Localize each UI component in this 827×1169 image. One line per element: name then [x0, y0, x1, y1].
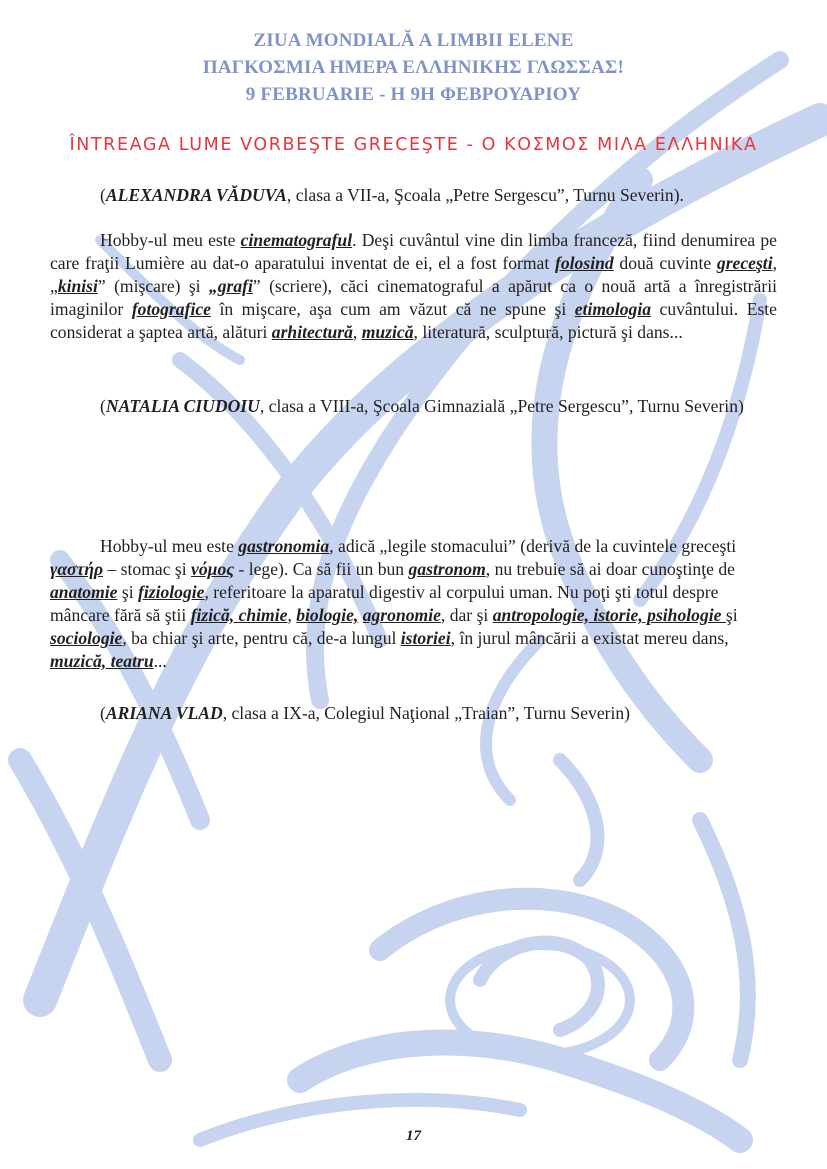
keyword: sociologie — [50, 628, 123, 648]
keyword: muzică — [361, 322, 414, 342]
keyword: biologie, — [296, 605, 359, 625]
author-name: ARIANA VLAD — [105, 703, 223, 723]
keyword: fotografice — [131, 299, 211, 319]
keyword: fiziologie — [138, 582, 205, 602]
article-paragraph-2: Hobby-ul meu este gastronomia, adică „legile stomacului” (derivă de la cuvintele greceşti γαστήρ – stomac şi νόμος - lege). Ca să fii un bun gastronom, nu trebuie să ai doar cunoştinţe de anatomie şi fiziologie, referitoare la aparatul digestiv al corpului uman. Nu poţi şti totul despre mâncare fără să ştii fizică, chimie, biologie, agronomie, dar şi antropologie, istorie, psihologie şi sociologie, ba chiar şi arte, pentru că, de-a lungul istoriei, în jurul mâncării a existat mereu dans, muzică, teatru... — [50, 536, 738, 671]
keyword: muzică, teatru — [50, 651, 154, 671]
author-name: NATALIA CIUDOIU — [105, 396, 260, 416]
page-number: 17 — [406, 1128, 421, 1144]
keyword: γαστήρ — [50, 559, 104, 579]
author-credit-2: (NATALIA CIUDOIU, clasa a VIII-a, Şcoala Gimnazială „Petre Sergescu”, Turnu Severin) — [100, 396, 744, 416]
section-subtitle: ÎNTREAGA LUME VORBEŞTE GRECEŞTE - Ο ΚΟΣΜΟΣ ΜΙΛΑ ΕΛΛΗΝΙΚΑ — [69, 135, 758, 155]
article-paragraph-1: Hobby-ul meu este cinematograful. Deşi cuvântul vine din limba franceză, fiind denumirea pe care fraţii Lumière au dat-o aparatului inventat de ei, el a fost format folosind două cuvinte greceşti, „kinisi” (mişcare) şi „grafi” (scriere), căci cinematograful a apărut ca o nouă artă a înregistrării imaginilor fotografice în mişcare, aşa cum am văzut că ne spune şi etimologia cuvântului. Este considerat a şaptea artă, alături arhitectură, muzică, literatură, sculptură, pictură şi dans... — [50, 230, 777, 342]
page-header — [0, 27, 827, 108]
keyword: fizică, chimie — [190, 605, 288, 625]
keyword: gastronom — [408, 559, 486, 579]
keyword: folosind — [555, 253, 614, 273]
keyword: istoriei — [400, 628, 451, 648]
keyword: νόμος — [191, 559, 235, 579]
keyword: arhitectură — [271, 322, 353, 342]
author-credit-1: (ALEXANDRA VĂDUVA, clasa a VII-a, Şcoala „Petre Sergescu”, Turnu Severin). — [100, 185, 684, 205]
keyword: gastronomia — [238, 536, 330, 556]
author-name: ALEXANDRA VĂDUVA — [105, 185, 287, 205]
keyword: antropologie, istorie, psihologie — [492, 605, 726, 625]
header-title-greek: ΠΑΓΚΟΣΜΙΑ ΗΜΕΡΑ ΕΛΛΗΝΙΚΗΣ ΓΛΩΣΣΑΣ! — [202, 57, 625, 78]
keyword: agronomie — [362, 605, 441, 625]
keyword: anatomie — [50, 582, 118, 602]
keyword: etimologia — [574, 299, 651, 319]
page-content — [0, 0, 827, 155]
keyword: greceşti — [716, 253, 773, 273]
keyword: „grafi — [208, 276, 253, 296]
keyword: kinisi — [57, 276, 98, 296]
keyword: cinematograful — [240, 230, 353, 250]
header-date: 9 FEBRUARIE - Η 9Η ΦΕΒΡΟΥΑΡΙΟΥ — [245, 84, 582, 105]
author-credit-3: (ARIANA VLAD, clasa a IX-a, Colegiul Naţional „Traian”, Turnu Severin) — [100, 703, 631, 723]
header-title-romanian: ZIUA MONDIALĂ A LIMBII ELENE — [253, 30, 574, 51]
